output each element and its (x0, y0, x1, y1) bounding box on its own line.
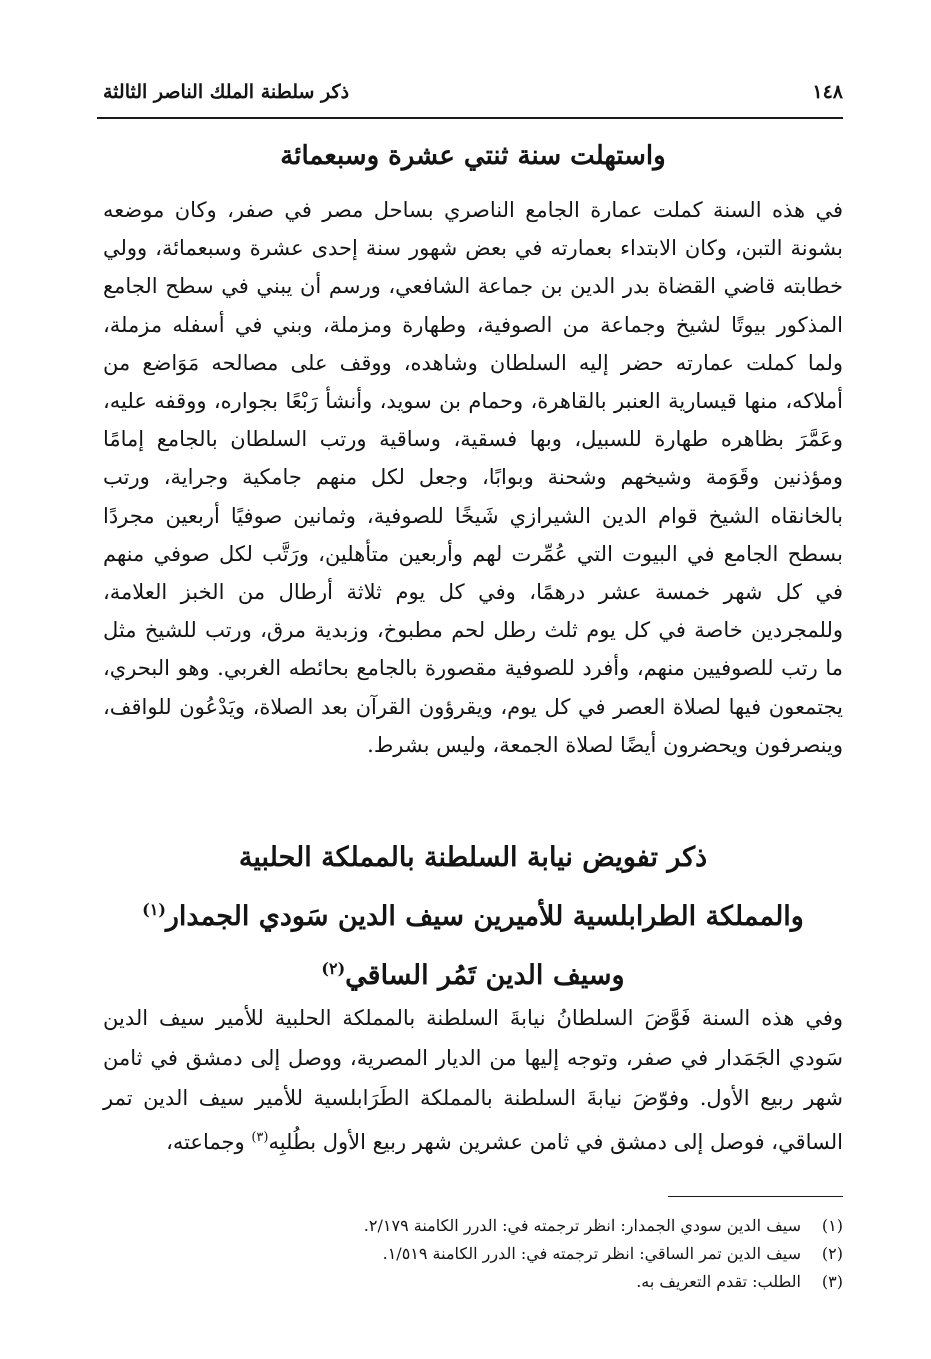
page-number: ١٤٨ (812, 81, 843, 103)
chapter-heading-line-3-text: وسيف الدين تَمُر الساقي (345, 960, 625, 991)
footnote-text: الطلب: تقدم التعريف به. (636, 1272, 801, 1291)
chapter-heading-line-2 (103, 884, 843, 943)
footnote-item (103, 1240, 843, 1268)
footnote-item (103, 1268, 843, 1296)
footnote-ref-3[interactable]: (٣) (251, 1130, 269, 1145)
second-paragraph-tail: وجماعته، (166, 1130, 252, 1154)
footnote-text: سيف الدين تمر الساقي: انظر ترجمته في: الدرر الكامنة ١/٥١٩. (382, 1244, 801, 1263)
chapter-heading-line-1: ذكر تفويض نيابة السلطنة بالمملكة الحلبية (238, 842, 708, 873)
footnote-ref-1[interactable]: (١) (142, 900, 166, 919)
footnote-text: سيف الدين سودي الجمدار: انظر ترجمته في: الدرر الكامنة ٢/١٧٩. (363, 1216, 801, 1235)
footnote-ref-2[interactable]: (٢) (321, 959, 346, 978)
footnote-number: (١) (821, 1216, 843, 1235)
chapter-heading-line-2-text: والمملكة الطرابلسية للأميرين سيف الدين سَودي الجمدار (165, 901, 804, 932)
chapter-heading-line-3 (103, 943, 843, 1002)
footnote-item (103, 1212, 843, 1240)
footnote-number: (٢) (821, 1244, 843, 1263)
running-title: ذكر سلطنة الملك الناصر الثالثة (103, 81, 350, 103)
running-header (103, 72, 843, 112)
chapter-heading (103, 832, 843, 1002)
footnote-number: (٣) (821, 1272, 843, 1291)
footnote-divider (668, 1196, 843, 1197)
main-paragraph: في هذه السنة كملت عمارة الجامع الناصري بساحل مصر في صفر، وكان موضعه بشونة التبن، وكان الابتداء بعمارته في بعض شهور سنة إحدى عشرة وسبعمائة، وولي خطابته قاضي القضاة بدر الدين بن جماعة الشافعي، ورسم أن يبني في سطح الجامع المذكور بيوتًا لشيخ وجماعة من الصوفية، وطهارة ومزملة، وبني في أسفله مزملة، ولما كملت عمارته حضر إليه السلطان وشاهده، ووقف على مصالحه مَوَاضع من أملاكه، منها قيسارية العنبر بالقاهرة، وحمام بن سويد، وأنشأ رَبْعًا بجواره، ووقفه عليه، وعَمَّرَ بظاهره طهارة للسبيل، وبها فسقية، وساقية ورتب السلطان بالجامع إمامًا ومؤذنين وقَوَمة وشيخهم وشحنة وبوابًا، وجعل لكل منهم جامكية وجراية، ورتب بالخانقاه الشيخ قوام الدين الشيرازي شَيخًا للصوفية، وثمانين صوفيًا أربعين مجردًا بسطح الجامع في البيوت التي عُمِّرت لهم وأربعين متأهلين، ورَتَّب لكل صوفي منهم في كل شهر خمسة عشر درهمًا، وفي كل يوم ثلاثة أرطال من الخبز العلامة، وللمجردين خاصة في كل يوم ثلث رطل لحم مطبوخ، وزبدية مرق، ورتب للشيخ مثل ما رتب للصوفيين منهم، وأفرد للصوفية مقصورة بالجامع بحائطه الغربي. وهو البحري، يجتمعون فيها لصلاة العصر في كل يوم، ويقرؤون القرآن بعد الصلاة، ويَدْعُون للواقف، وينصرفون ويحضرون أيضًا لصلاة الجمعة، وليس بشرط. (103, 198, 843, 757)
section-title: واستهلت سنة ثنتي عشرة وسبعمائة (280, 141, 666, 171)
second-paragraph-text: وفي هذه السنة فَوَّضَ السلطانُ نيابةَ السلطنة بالمملكة الحلبية للأمير سيف الدين سَودي الجَمَدار في صفر، وتوجه إليها من الديار المصرية، ووصل إلى دمشق في ثامن شهر ربيع الأول. وفوّضَ نيابةَ السلطنة بالمملكة الطَرَابلسية للأمير سيف الدين تمر الساقي، فوصل إلى دمشق في ثامن عشرين شهر ربيع الأول بطُلبِه (103, 1006, 843, 1154)
header-divider (97, 117, 843, 119)
footnotes-list (103, 1212, 843, 1296)
second-paragraph (103, 998, 843, 1162)
